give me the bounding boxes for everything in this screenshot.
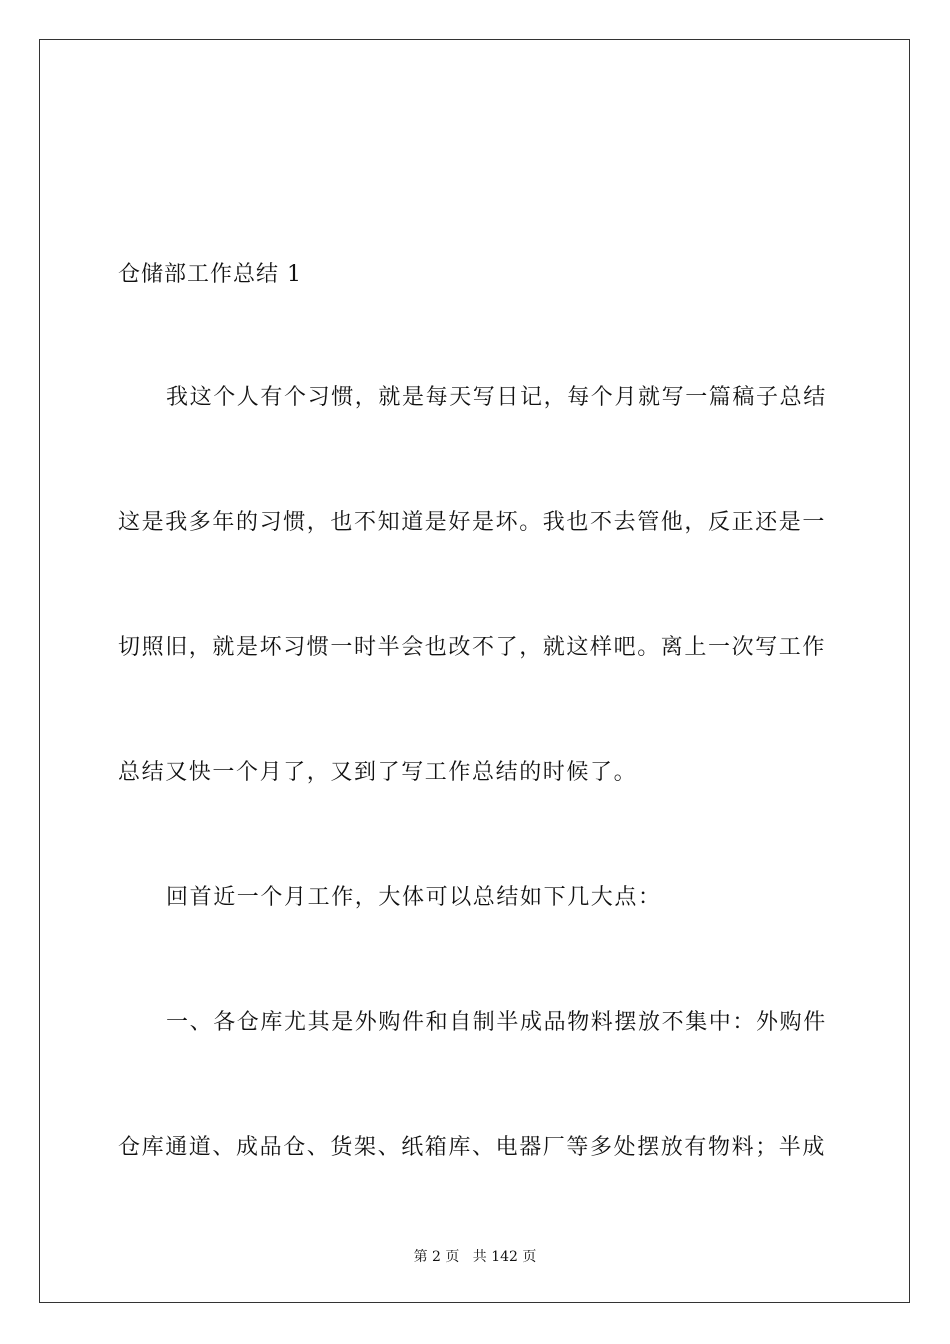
document-title: 仓储部工作总结 1: [118, 262, 302, 287]
paragraph-line: 仓库通道、成品仓、货架、纸箱库、电器厂等多处摆放有物料；半成: [118, 1135, 827, 1160]
paragraph-line: 这是我多年的习惯，也不知道是好是坏。我也不去管他，反正还是一: [118, 510, 827, 535]
page-number-footer: 第 2 页 共 142 页: [413, 1249, 537, 1265]
page-border: [39, 39, 910, 1303]
paragraph-line: 回首近一个月工作，大体可以总结如下几大点：: [166, 885, 662, 910]
paragraph-line: 一、各仓库尤其是外购件和自制半成品物料摆放不集中：外购件: [166, 1010, 827, 1035]
paragraph-line: 总结又快一个月了，又到了写工作总结的时候了。: [118, 760, 638, 785]
paragraph-line: 切照旧，就是坏习惯一时半会也改不了，就这样吧。离上一次写工作: [118, 635, 827, 660]
paragraph-line: 我这个人有个习惯，就是每天写日记，每个月就写一篇稿子总结: [166, 385, 827, 410]
